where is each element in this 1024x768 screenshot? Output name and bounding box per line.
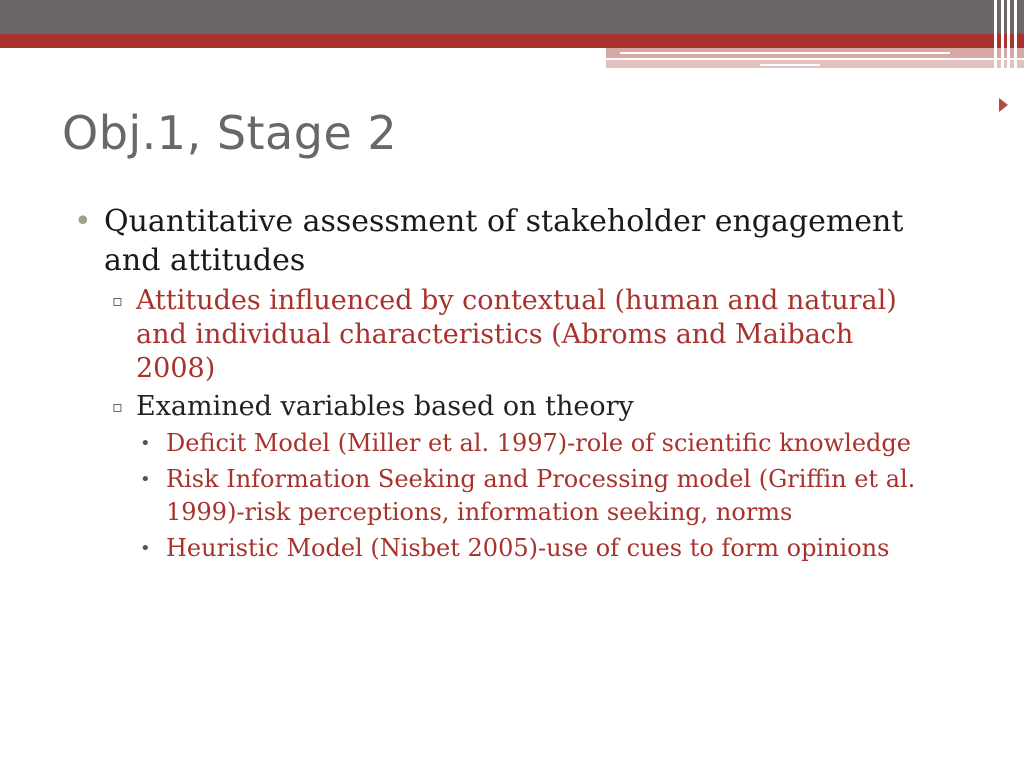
triangle-marker-icon [999,98,1008,112]
header-accent-line-short [760,64,820,66]
bullet-level2 [112,284,936,386]
slide-title: Obj.1, Stage 2 [62,106,398,160]
bullet-dot-icon: • [140,469,151,490]
bullet-text: Risk Information Seeking and Processing model (Griffin et al. 1999)-risk perceptions, information seeking, norms [166,465,916,526]
header-stripes [990,0,1024,68]
bullet-level3 [140,427,936,460]
bullet-square-icon: ▫ [112,397,123,416]
bullet-level3 [140,532,936,565]
bullet-text: Quantitative assessment of stakeholder engagement and attitudes [104,204,904,278]
bullet-dot-icon: • [140,433,151,454]
slide-body [74,202,974,565]
header-band-dark [0,0,1024,34]
bullet-level3 [140,463,936,529]
bullet-square-icon: ▫ [112,291,123,310]
bullet-text: Heuristic Model (Nisbet 2005)-use of cues to form opinions [166,534,890,562]
bullet-text: Examined variables based on theory [136,391,634,422]
bullet-level2 [112,390,936,424]
bullet-level1 [74,202,964,280]
header-accent-line [620,52,950,54]
bullet-text: Deficit Model (Miller et al. 1997)-role of scientific knowledge [166,429,911,457]
bullet-text: Attitudes influenced by contextual (human and natural) and individual characteristics (Abroms and Maibach 2008) [136,285,897,384]
header-band-red [0,34,1024,48]
bullet-dot-icon: • [74,204,92,239]
bullet-dot-icon: • [140,538,151,559]
